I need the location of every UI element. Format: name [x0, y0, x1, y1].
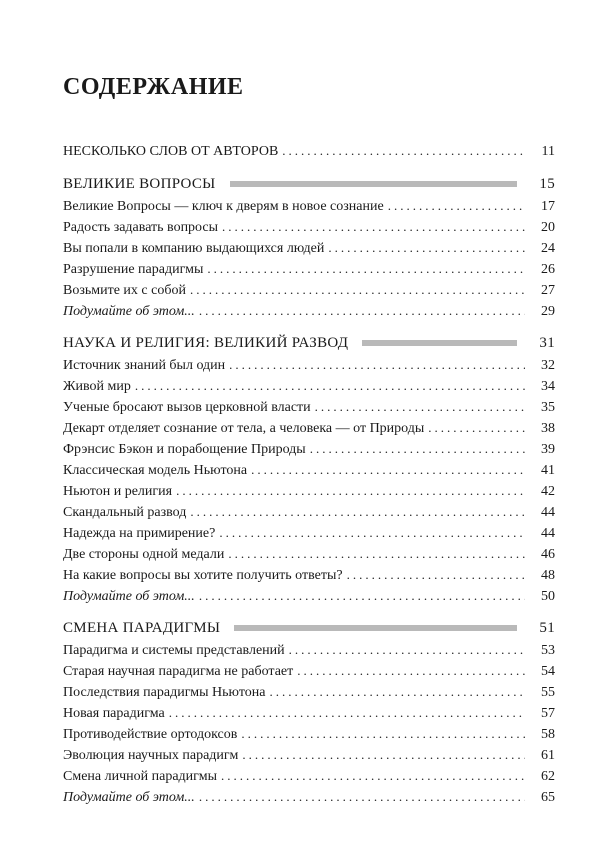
toc-section-label: СМЕНА ПАРАДИГМЫ [63, 620, 221, 636]
toc-entry[interactable] [63, 564, 555, 585]
toc-entry-label: Ньютон и религия [63, 484, 173, 499]
dot-leader [269, 681, 525, 702]
dot-leader [347, 564, 525, 585]
dot-leader [428, 417, 525, 438]
toc-entry[interactable] [63, 660, 555, 681]
toc-entry-label: Последствия парадигмы Ньютона [63, 685, 266, 700]
toc-entry-label: Радость задавать вопросы [63, 220, 219, 235]
toc-section-label: ВЕЛИКИЕ ВОПРОСЫ [63, 176, 216, 192]
toc-entry-label: Скандальный развод [63, 505, 187, 520]
toc-entry-label: Вы попали в компанию выдающихся людей [63, 241, 325, 256]
toc-entry-label: Разрушение парадигмы [63, 262, 204, 277]
toc-section-row[interactable] [63, 618, 555, 639]
toc-entry-think[interactable] [63, 786, 555, 807]
toc-section-row[interactable] [63, 333, 555, 354]
toc-page-number: 39 [541, 442, 555, 457]
toc-entry-label: Великие Вопросы — ключ к дверям в новое сознание [63, 199, 384, 214]
toc-page-number: 29 [541, 304, 555, 319]
dot-leader [199, 300, 525, 321]
toc-entry-label: Новая парадигма [63, 706, 165, 721]
dot-leader [289, 639, 525, 660]
toc-page-number: 44 [541, 505, 555, 520]
toc-entry[interactable] [63, 744, 555, 765]
toc-entry-label: Возьмите их с собой [63, 283, 186, 298]
toc-page-number: 44 [541, 526, 555, 541]
toc-entry-label: Ученые бросают вызов церковной власти [63, 400, 311, 415]
toc-entry-label: Эволюция научных парадигм [63, 748, 239, 763]
toc-entry[interactable] [63, 543, 555, 564]
dot-leader [229, 354, 525, 375]
toc-page-number: 57 [541, 706, 555, 721]
dot-leader [190, 501, 525, 522]
dot-leader [169, 702, 525, 723]
dot-leader [282, 140, 525, 161]
toc-page-number: 20 [541, 220, 555, 235]
toc-entry-think[interactable] [63, 585, 555, 606]
dot-leader [190, 279, 525, 300]
dot-leader [242, 744, 525, 765]
toc-entry[interactable] [63, 396, 555, 417]
toc-page-number: 61 [541, 748, 555, 763]
toc-page-number: 41 [541, 463, 555, 478]
toc-page-number: 15 [539, 176, 555, 192]
dot-leader [251, 459, 525, 480]
toc-entry[interactable] [63, 258, 555, 279]
toc-entry[interactable] [63, 195, 555, 216]
toc-entry-label: Противодействие ортодоксов [63, 727, 238, 742]
toc-intro-row[interactable] [63, 140, 555, 161]
toc-entry[interactable] [63, 702, 555, 723]
toc-page-number: 65 [541, 790, 555, 805]
toc-page-number: 38 [541, 421, 555, 436]
toc-entry[interactable] [63, 480, 555, 501]
dot-leader [328, 237, 525, 258]
toc-entry-label: Парадигма и системы представлений [63, 643, 285, 658]
toc-page-number: 55 [541, 685, 555, 700]
toc-section-row[interactable] [63, 174, 555, 195]
dot-leader [199, 786, 525, 807]
toc-entry-label: Источник знаний был один [63, 358, 226, 373]
toc-page-number: 50 [541, 589, 555, 604]
toc-page-number: 62 [541, 769, 555, 784]
toc-entry[interactable] [63, 765, 555, 786]
toc-page-number: 51 [539, 620, 555, 636]
dot-leader [315, 396, 525, 417]
toc-entry[interactable] [63, 354, 555, 375]
dot-leader [221, 765, 525, 786]
toc-page-number: 54 [541, 664, 555, 679]
section-rule [362, 340, 517, 346]
section-rule [234, 625, 517, 631]
toc-page-number: 31 [539, 335, 555, 351]
toc-page-number: 24 [541, 241, 555, 256]
toc-page-number: 35 [541, 400, 555, 415]
toc-page-number: 48 [541, 568, 555, 583]
toc-entry[interactable] [63, 375, 555, 396]
toc-page-number: 46 [541, 547, 555, 562]
toc-entry-label: Декарт отделяет сознание от тела, а человека — от Природы [63, 421, 425, 436]
toc-entry[interactable] [63, 681, 555, 702]
toc-intro-label: НЕСКОЛЬКО СЛОВ ОТ АВТОРОВ [63, 144, 279, 159]
dot-leader [207, 258, 525, 279]
toc-entry-label: Надежда на примирение? [63, 526, 216, 541]
toc-entry[interactable] [63, 279, 555, 300]
toc-entry-label: Живой мир [63, 379, 131, 394]
toc-entry-label: На какие вопросы вы хотите получить ответы? [63, 568, 343, 583]
toc-entry[interactable] [63, 417, 555, 438]
dot-leader [222, 216, 525, 237]
toc-entry[interactable] [63, 501, 555, 522]
toc-entry-label: Фрэнсис Бэкон и порабощение Природы [63, 442, 306, 457]
toc-page-number: 17 [541, 199, 555, 214]
toc-section-label: НАУКА И РЕЛИГИЯ: ВЕЛИКИЙ РАЗВОД [63, 335, 349, 351]
toc-entry-label: Подумайте об этом... [63, 790, 195, 805]
toc-entry-label: Подумайте об этом... [63, 589, 195, 604]
toc-page-number: 53 [541, 643, 555, 658]
toc-page-number: 34 [541, 379, 555, 394]
toc-entry-label: Две стороны одной медали [63, 547, 225, 562]
dot-leader [228, 543, 525, 564]
toc-entry-label: Подумайте об этом... [63, 304, 195, 319]
dot-leader [219, 522, 525, 543]
toc-entry[interactable] [63, 723, 555, 744]
toc-page-number: 32 [541, 358, 555, 373]
toc-entry-think[interactable] [63, 300, 555, 321]
page-title: СОДЕРЖАНИЕ [63, 74, 244, 100]
dot-leader [135, 375, 525, 396]
dot-leader [310, 438, 525, 459]
toc-entry-label: Классическая модель Ньютона [63, 463, 248, 478]
table-of-contents [63, 140, 555, 807]
toc-page-number: 42 [541, 484, 555, 499]
section-rule [230, 181, 517, 187]
toc-page-number: 27 [541, 283, 555, 298]
toc-entry[interactable] [63, 522, 555, 543]
toc-entry-label: Смена личной парадигмы [63, 769, 217, 784]
dot-leader [176, 480, 525, 501]
toc-page-number: 26 [541, 262, 555, 277]
toc-entry[interactable] [63, 639, 555, 660]
dot-leader [241, 723, 525, 744]
toc-entry[interactable] [63, 459, 555, 480]
toc-page-number: 11 [541, 144, 555, 159]
toc-entry-label: Старая научная парадигма не работает [63, 664, 294, 679]
dot-leader [388, 195, 525, 216]
toc-page-number: 58 [541, 727, 555, 742]
toc-entry[interactable] [63, 216, 555, 237]
toc-entry[interactable] [63, 438, 555, 459]
dot-leader [199, 585, 525, 606]
dot-leader [297, 660, 525, 681]
toc-entry[interactable] [63, 237, 555, 258]
